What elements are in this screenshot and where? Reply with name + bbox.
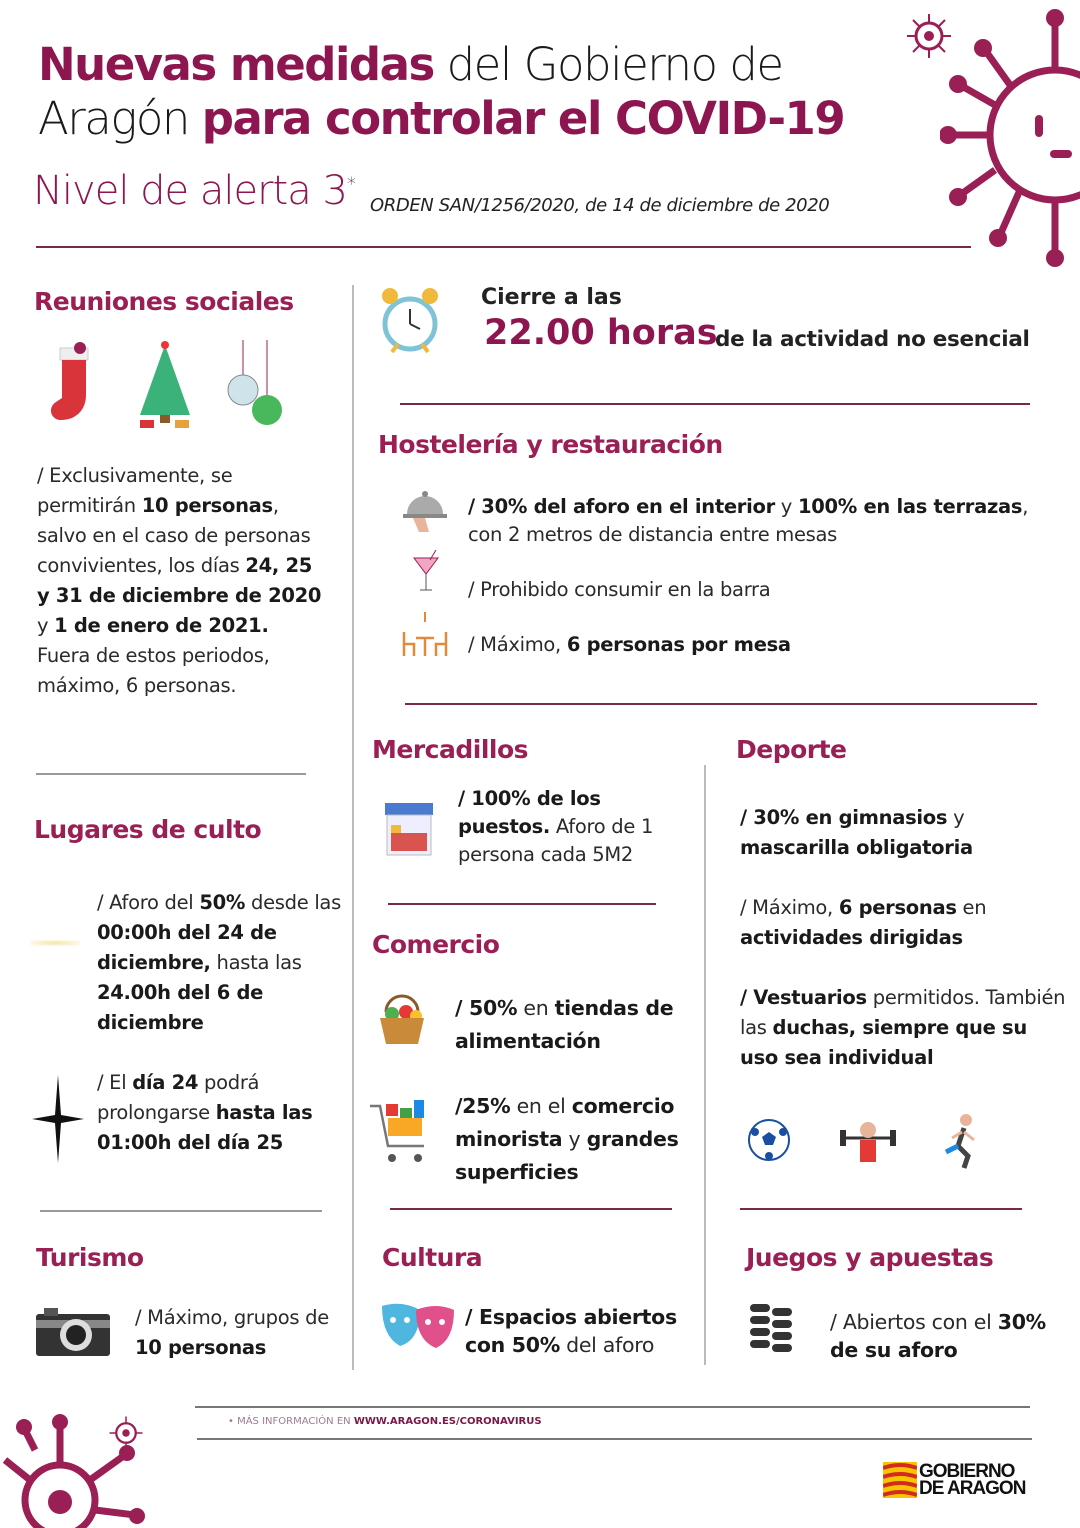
header-divider: [36, 246, 971, 248]
christmas-tree-icon: [135, 340, 195, 428]
bold-text: 00:00h del 24 de diciembre,: [97, 921, 277, 974]
shopping-cart-icon: [368, 1100, 432, 1166]
bold-text: 30% de su aforo: [830, 1310, 1046, 1362]
camera-icon: [36, 1308, 110, 1356]
bold-text: duchas, siempre que su uso sea individual: [740, 1016, 1027, 1069]
deporte-item-3: [740, 983, 1070, 1073]
text: Fuera de estos periodos, máximo, 6 personas.: [37, 644, 270, 697]
cultura-text: [465, 1303, 695, 1359]
divider: [40, 1210, 322, 1212]
cloche-icon: [403, 490, 447, 534]
section-title-juegos: Juegos y apuestas: [746, 1243, 994, 1272]
text: , salvo en el caso de personas convivientes, los días: [37, 494, 311, 577]
bold-text: 24.00h del 6 de diciembre: [97, 981, 264, 1034]
turismo-text: [135, 1303, 335, 1363]
order-reference: ORDEN SAN/1256/2020, de 14 de diciembre de 2020: [370, 195, 830, 216]
small-virus-icon: [905, 12, 953, 60]
text: , con 2 metros de distancia entre mesas: [468, 495, 1029, 546]
text: / Máximo, grupos de: [135, 1306, 329, 1329]
divider: [36, 773, 306, 775]
text: / Aforo del: [97, 891, 200, 914]
divider: [740, 1208, 1022, 1210]
column-divider-right: [704, 765, 706, 1365]
bold-text: grandes superficies: [455, 1127, 679, 1184]
section-title-hosteleria: Hostelería y restauración: [378, 430, 723, 459]
page-title: [38, 38, 844, 146]
logo-line-1: GOBIERNO: [919, 1461, 1015, 1482]
star-icon: [32, 1075, 84, 1163]
bold-text: comercio minorista: [455, 1094, 675, 1151]
bold-text: mascarilla obligatoria: [740, 836, 973, 859]
stocking-icon: [45, 340, 100, 425]
title-line-2: [38, 92, 844, 146]
text: en: [956, 896, 987, 919]
section-title-reuniones: Reuniones sociales: [34, 287, 294, 316]
aragon-flag-icon: [883, 1462, 917, 1498]
bold-text: /25%: [455, 1094, 511, 1118]
alert-level-text: Nivel de alerta 3: [33, 168, 347, 214]
text: desde las: [245, 891, 341, 914]
alarm-clock-icon: [380, 284, 440, 356]
divider: [405, 703, 1037, 705]
bold-text: actividades dirigidas: [740, 926, 963, 949]
footer-divider-bottom: [197, 1438, 1032, 1440]
column-divider-left: [352, 285, 354, 1370]
closing-line-2: de la actividad no esencial: [715, 327, 1030, 352]
bold-text: / 100% de los puestos.: [458, 787, 601, 838]
hosteleria-item-3: [468, 630, 1028, 660]
grocery-basket-icon: [376, 992, 428, 1046]
alert-footnote-mark: *: [346, 173, 355, 195]
ornaments-icon: [225, 340, 285, 428]
bold-text: 6 personas por mesa: [566, 633, 791, 656]
text: y: [562, 1127, 587, 1151]
bold-text: / 50%: [455, 996, 518, 1020]
footer-info: • MÁS INFORMACIÓN EN WWW.ARAGON.ES/CORONAVIRUS: [228, 1416, 542, 1427]
section-title-turismo: Turismo: [36, 1243, 144, 1272]
divider: [400, 403, 1030, 405]
bold-text: 10 personas: [135, 1336, 267, 1359]
section-title-deporte: Deporte: [736, 735, 847, 764]
text: del aforo: [559, 1333, 655, 1357]
section-title-culto: Lugares de culto: [34, 815, 262, 844]
title-line-1: [38, 38, 844, 92]
deporte-item-1: [740, 803, 1060, 863]
culto-text-1: [97, 888, 347, 1038]
text: / Máximo,: [468, 633, 567, 656]
culto-text-2: [97, 1068, 337, 1158]
gobierno-aragon-logo: [883, 1462, 1025, 1498]
section-title-mercadillos: Mercadillos: [372, 735, 529, 764]
bold-text: 24, 25 y 31 de diciembre de 2020: [37, 554, 322, 607]
runner-icon: [940, 1112, 980, 1170]
weightlifter-icon: [838, 1118, 898, 1166]
table-chairs-icon: [400, 612, 450, 658]
bold-text: / 30% en gimnasios: [740, 806, 948, 829]
bold-text: 6 personas: [838, 896, 957, 919]
bold-text: Nuevas medidas: [38, 38, 434, 91]
bold-text: 10 personas: [141, 494, 273, 517]
bold-text: / Espacios abiertos con 50%: [465, 1305, 677, 1357]
bold-text: 1 de enero de 2021.: [54, 614, 269, 637]
comercio-item-2: [455, 1090, 700, 1189]
text: en el: [510, 1094, 572, 1118]
section-title-cultura: Cultura: [382, 1243, 483, 1272]
alert-level: [33, 168, 355, 214]
bold-text: para controlar el COVID-19: [201, 92, 845, 145]
text: en: [517, 996, 555, 1020]
small-virus-bottom-icon: [108, 1415, 144, 1451]
juegos-text: [830, 1308, 1050, 1364]
text: / Abiertos con el: [830, 1310, 998, 1334]
closing-hour: 22.00 horas: [484, 313, 718, 353]
text: / Exclusivamente, se permitirán: [37, 464, 233, 517]
market-stall-icon: [383, 803, 435, 857]
bold-text: tiendas de alimentación: [455, 996, 674, 1053]
footer-link[interactable]: WWW.ARAGON.ES/CORONAVIRUS: [353, 1416, 542, 1427]
text: / Máximo,: [740, 896, 839, 919]
mercadillos-text: [458, 785, 678, 869]
cocktail-icon: [412, 550, 440, 594]
text: podrá prolongarse: [97, 1071, 260, 1124]
divider: [388, 903, 656, 905]
text: y: [774, 495, 798, 518]
theater-masks-icon: [380, 1302, 456, 1352]
text: Aforo de 1 persona cada 5M2: [458, 815, 654, 866]
glow-icon: [30, 940, 80, 946]
reuniones-text: [37, 461, 327, 701]
soccer-ball-icon: [747, 1118, 791, 1162]
text: hasta las: [210, 951, 302, 974]
footer-divider-top: [195, 1406, 1030, 1408]
hosteleria-item-1: [468, 493, 1038, 549]
text: permitidos. También las: [740, 986, 1066, 1039]
footer-info-prefix: MÁS INFORMACIÓN EN: [237, 1416, 354, 1427]
closing-line-1: Cierre a las: [481, 285, 622, 310]
hosteleria-item-2: [468, 575, 1028, 605]
text: Aragón: [38, 92, 202, 145]
text: y: [947, 806, 965, 829]
bold-text: día 24: [132, 1071, 199, 1094]
text: / El: [97, 1071, 133, 1094]
bold-text: hasta las 01:00h del día 25: [97, 1101, 313, 1154]
bold-text: / Vestuarios: [740, 986, 867, 1009]
text: / Prohibido consumir en la barra: [468, 578, 771, 601]
section-title-comercio: Comercio: [372, 930, 500, 959]
text: y: [37, 614, 55, 637]
comercio-item-1: [455, 992, 695, 1058]
casino-chips-icon: [748, 1302, 794, 1358]
text: del Gobierno de: [433, 38, 783, 91]
bold-text: / 30% del aforo en el interior: [468, 495, 775, 518]
deporte-item-2: [740, 893, 1060, 953]
virus-decoration-icon: [940, 0, 1080, 270]
bold-text: 100% en las terrazas: [797, 495, 1023, 518]
divider: [390, 1208, 672, 1210]
bold-text: 50%: [199, 891, 246, 914]
logo-line-2: DE ARAGON: [919, 1478, 1026, 1499]
